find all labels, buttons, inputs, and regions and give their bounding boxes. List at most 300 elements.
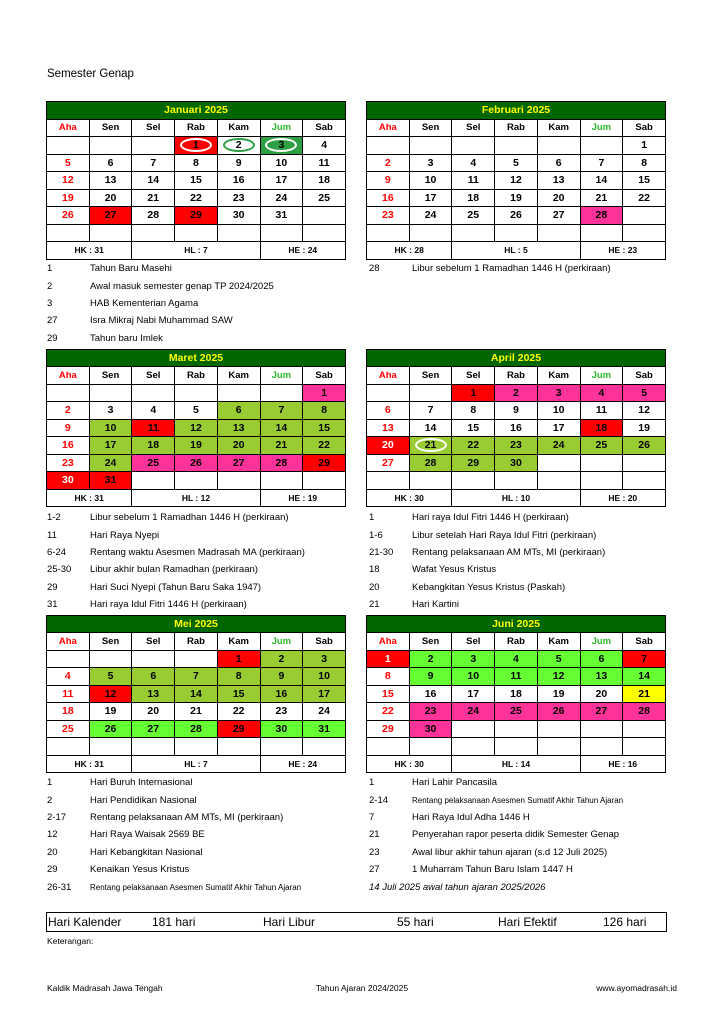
legend-text: HAB Kementerian Agama — [90, 298, 199, 310]
day-name-jum: Jum — [260, 119, 303, 137]
legend-text: Awal libur akhir tahun ajaran (s.d 12 Juli 2025) — [412, 846, 608, 858]
day-name-jum: Jum — [580, 367, 623, 385]
legend-date: 21 — [369, 599, 380, 611]
day-number: 3 — [265, 138, 297, 152]
day-number: 8 — [384, 670, 391, 682]
day-number: 7 — [427, 404, 434, 416]
hari-libur-count: HL : 12 — [132, 489, 260, 507]
day-number: 19 — [104, 705, 117, 717]
day-cell — [367, 154, 410, 172]
day-cell — [175, 154, 218, 172]
legend-date: 27 — [47, 315, 58, 327]
day-cell — [260, 685, 303, 703]
day-cell — [47, 720, 90, 738]
week-row — [367, 454, 666, 472]
day-cell — [495, 172, 538, 190]
day-number: 16 — [232, 174, 245, 186]
day-number: 10 — [552, 404, 565, 416]
day-number: 11 — [147, 421, 159, 434]
empty-cell — [537, 720, 580, 738]
day-cell — [495, 703, 538, 721]
hari-efektif-count: HE : 23 — [580, 242, 665, 260]
day-cell — [580, 668, 623, 686]
day-cell — [623, 189, 666, 207]
day-name-sen: Sen — [89, 119, 132, 137]
legend-item — [47, 295, 347, 312]
week-row — [367, 154, 666, 172]
day-cell — [409, 720, 452, 738]
week-row — [367, 685, 666, 703]
day-name-sab: Sab — [303, 633, 346, 651]
day-number: 2 — [278, 652, 285, 665]
legend-date: 31 — [47, 599, 58, 611]
day-number: 5 — [107, 670, 114, 682]
empty-cell — [452, 137, 495, 155]
day-cell — [217, 207, 260, 225]
day-number: 12 — [552, 670, 565, 682]
day-number: 19 — [190, 439, 202, 451]
empty-cell — [89, 738, 132, 756]
day-cell — [89, 454, 132, 472]
empty-cell — [132, 224, 175, 242]
legend-date: 6-24 — [47, 547, 67, 559]
day-number: 12 — [190, 421, 202, 434]
day-name-row — [367, 633, 666, 651]
hari-libur-count: HL : 7 — [132, 755, 260, 773]
hari-libur-count: HL : 5 — [452, 242, 580, 260]
empty-cell — [495, 738, 538, 756]
day-cell — [89, 402, 132, 420]
empty-cell — [495, 472, 538, 490]
month-title: Januari 2025 — [47, 102, 346, 120]
day-cell — [452, 189, 495, 207]
week-row — [47, 472, 346, 490]
day-number: 3 — [321, 652, 328, 665]
legend-date: 23 — [369, 846, 380, 858]
day-number: 25 — [147, 456, 160, 469]
empty-cell — [47, 650, 90, 668]
legend-date: 7 — [369, 812, 375, 824]
empty-cell — [623, 224, 666, 242]
day-name-sen: Sen — [409, 119, 452, 137]
day-cell — [623, 668, 666, 686]
day-cell — [580, 207, 623, 225]
month-title: Februari 2025 — [367, 102, 666, 120]
day-cell — [303, 668, 346, 686]
hari-kalender-value: 181 hari — [152, 915, 196, 929]
day-number: 29 — [382, 722, 394, 735]
day-number: 5 — [555, 652, 562, 665]
day-number: 29 — [467, 456, 480, 469]
day-name-kam: Kam — [537, 633, 580, 651]
empty-cell — [409, 738, 452, 756]
month-summary-row — [47, 242, 346, 260]
day-number: 29 — [318, 456, 330, 469]
empty-cell — [367, 472, 410, 490]
week-row — [47, 437, 346, 455]
day-cell — [47, 437, 90, 455]
day-cell — [623, 172, 666, 190]
day-number: 16 — [275, 687, 288, 700]
day-cell — [495, 419, 538, 437]
legend-text: Hari Kebangkitan Nasional — [90, 846, 203, 858]
page-title: Semester Genap — [47, 68, 134, 80]
week-row — [47, 224, 346, 242]
day-number: 2 — [384, 156, 391, 169]
day-name-aha: Aha — [367, 119, 410, 137]
day-number: 21 — [415, 438, 447, 452]
month-title-row — [47, 615, 346, 633]
legend-date: 2 — [47, 280, 53, 292]
semester-summary-box — [46, 912, 667, 932]
day-number: 20 — [104, 191, 117, 204]
legend-date: 27 — [369, 864, 380, 876]
month-title: Maret 2025 — [47, 349, 346, 367]
day-cell — [623, 685, 666, 703]
week-row — [47, 703, 346, 721]
day-cell — [409, 703, 452, 721]
legend-text: Rentang waktu Asesmen Madrasah MA (perkiraan) — [90, 547, 305, 559]
day-number: 2 — [223, 138, 255, 152]
legend-item — [369, 260, 669, 277]
day-number: 22 — [190, 191, 202, 204]
legend-item — [369, 879, 669, 896]
day-cell — [495, 207, 538, 225]
day-cell — [537, 402, 580, 420]
day-cell — [495, 384, 538, 402]
day-cell — [495, 402, 538, 420]
hari-efektif-count: HE : 19 — [260, 489, 345, 507]
day-cell — [217, 402, 260, 420]
hari-kalender-count: HK : 30 — [367, 755, 452, 773]
empty-cell — [580, 137, 623, 155]
legend-item — [369, 527, 669, 544]
day-cell — [260, 207, 303, 225]
day-number: 24 — [275, 191, 288, 204]
hari-kalender-count: HK : 28 — [367, 242, 452, 260]
day-cell — [452, 384, 495, 402]
day-number: 18 — [318, 174, 330, 186]
day-number: 19 — [552, 687, 565, 700]
day-cell — [452, 650, 495, 668]
legend-date: 3 — [47, 298, 53, 310]
day-number: 15 — [467, 421, 480, 434]
day-name-aha: Aha — [367, 367, 410, 385]
day-cell — [303, 685, 346, 703]
day-number: 13 — [382, 421, 394, 434]
day-name-kam: Kam — [217, 367, 260, 385]
week-row — [367, 738, 666, 756]
empty-cell — [47, 384, 90, 402]
day-cell — [175, 189, 218, 207]
day-name-kam: Kam — [537, 367, 580, 385]
day-cell — [303, 419, 346, 437]
day-cell — [623, 650, 666, 668]
keterangan-label: Keterangan: — [47, 936, 94, 946]
legend-item — [47, 809, 347, 826]
empty-cell — [367, 137, 410, 155]
hari-efektif-label: Hari Efektif — [498, 915, 557, 929]
day-number: 25 — [62, 722, 74, 735]
day-number: 1 — [180, 138, 212, 152]
week-row — [47, 384, 346, 402]
day-name-sen: Sen — [89, 367, 132, 385]
legend-item — [369, 792, 669, 809]
day-number: 11 — [510, 670, 522, 682]
day-name-jum: Jum — [580, 633, 623, 651]
legend-item — [47, 579, 347, 596]
legend-text: Tahun baru Imlek — [90, 332, 163, 344]
day-cell — [580, 419, 623, 437]
legend-text: Hari Raya Idul Adha 1446 H — [412, 812, 530, 824]
empty-cell — [175, 738, 218, 756]
empty-cell — [580, 720, 623, 738]
day-cell — [89, 472, 132, 490]
day-number: 30 — [510, 456, 522, 469]
week-row — [47, 685, 346, 703]
legend-date: 2-17 — [47, 812, 67, 824]
empty-cell — [623, 207, 666, 225]
day-number: 15 — [382, 687, 394, 700]
empty-cell — [452, 224, 495, 242]
legend-date: 28 — [369, 263, 380, 275]
day-name-sab: Sab — [623, 633, 666, 651]
day-number: 2 — [513, 386, 519, 399]
day-number: 7 — [598, 156, 605, 169]
day-cell — [303, 720, 346, 738]
day-cell — [260, 437, 303, 455]
day-number: 5 — [193, 404, 199, 416]
month-summary-row — [367, 489, 666, 507]
legend-right — [369, 774, 669, 896]
day-number: 27 — [147, 722, 160, 735]
empty-cell — [580, 472, 623, 490]
day-number: 28 — [147, 209, 160, 221]
day-cell — [303, 437, 346, 455]
empty-cell — [452, 720, 495, 738]
day-cell — [537, 668, 580, 686]
day-cell — [175, 685, 218, 703]
legend-text: Rentang pelaksanaan Asesmen Sumatif Akhir Tahun Ajaran — [412, 795, 624, 805]
legend-item — [47, 879, 347, 896]
day-cell — [175, 437, 218, 455]
day-number: 21 — [638, 687, 650, 700]
day-number: 23 — [424, 705, 437, 717]
day-cell — [452, 207, 495, 225]
empty-cell — [47, 224, 90, 242]
day-number: 25 — [510, 705, 522, 717]
day-name-row — [367, 119, 666, 137]
legend-item — [47, 826, 347, 843]
day-cell — [580, 172, 623, 190]
empty-cell — [89, 224, 132, 242]
day-number: 14 — [595, 174, 608, 186]
calendar-body — [367, 349, 666, 507]
day-cell — [537, 154, 580, 172]
day-cell — [623, 437, 666, 455]
day-cell — [175, 419, 218, 437]
day-cell — [89, 703, 132, 721]
empty-cell — [409, 384, 452, 402]
day-number: 1 — [321, 386, 328, 399]
legend-date: 20 — [47, 846, 58, 858]
day-number: 18 — [510, 687, 522, 700]
day-number: 17 — [318, 687, 330, 700]
day-cell — [303, 384, 346, 402]
day-cell — [175, 703, 218, 721]
day-number: 19 — [638, 421, 650, 434]
legend-date: 26-31 — [47, 881, 72, 893]
day-cell — [89, 154, 132, 172]
legend-item — [47, 792, 347, 809]
week-row — [47, 720, 346, 738]
empty-cell — [89, 137, 132, 155]
day-cell — [47, 189, 90, 207]
day-number: 10 — [275, 156, 288, 169]
legend-item — [47, 527, 347, 544]
day-number: 1 — [384, 652, 391, 665]
day-cell — [132, 720, 175, 738]
legend-item — [369, 826, 669, 843]
legend-item — [369, 509, 669, 526]
day-number: 17 — [467, 687, 480, 700]
day-cell — [580, 685, 623, 703]
legend-date: 1 — [47, 777, 53, 789]
empty-cell — [367, 384, 410, 402]
day-name-kam: Kam — [217, 633, 260, 651]
day-cell — [537, 703, 580, 721]
day-number: 14 — [638, 670, 650, 682]
day-number: 3 — [470, 652, 477, 665]
day-cell — [217, 454, 260, 472]
day-cell — [409, 189, 452, 207]
empty-cell — [537, 454, 580, 472]
day-cell — [367, 419, 410, 437]
day-cell — [537, 172, 580, 190]
day-cell — [537, 419, 580, 437]
day-number: 4 — [150, 404, 157, 416]
month-title-row — [47, 102, 346, 120]
day-number: 18 — [147, 439, 160, 451]
day-cell — [260, 172, 303, 190]
day-number: 29 — [232, 722, 245, 735]
day-number: 23 — [232, 191, 245, 204]
day-number: 4 — [598, 386, 605, 399]
hari-libur-value: 55 hari — [397, 915, 434, 929]
legend-item — [47, 544, 347, 561]
legend-date: 1-6 — [369, 529, 383, 541]
day-cell — [452, 703, 495, 721]
day-number: 6 — [598, 652, 605, 665]
day-name-aha: Aha — [47, 119, 90, 137]
legend-date: 18 — [369, 564, 380, 576]
legend-text: Hari Raya Waisak 2569 BE — [90, 829, 205, 841]
day-cell — [409, 402, 452, 420]
day-cell — [89, 207, 132, 225]
day-cell — [47, 402, 90, 420]
legend-date: 2-14 — [369, 794, 389, 806]
day-cell — [303, 703, 346, 721]
day-name-row — [47, 119, 346, 137]
day-number: 29 — [190, 209, 202, 221]
day-number: 21 — [275, 439, 288, 451]
week-row — [367, 419, 666, 437]
day-name-kam: Kam — [217, 119, 260, 137]
day-number: 27 — [595, 705, 608, 717]
day-cell — [89, 437, 132, 455]
day-number: 8 — [641, 156, 648, 169]
day-cell — [260, 137, 303, 155]
day-cell — [217, 419, 260, 437]
empty-cell — [303, 224, 346, 242]
week-row — [367, 207, 666, 225]
day-number: 20 — [552, 191, 565, 204]
day-cell — [175, 454, 218, 472]
day-number: 6 — [107, 156, 114, 169]
month-title: Juni 2025 — [367, 615, 666, 633]
empty-cell — [132, 137, 175, 155]
legend-text: Rentang pelaksanaan AM MTs, MI (perkiraan) — [412, 547, 606, 559]
legend-item — [369, 596, 669, 613]
calendar-juni — [366, 615, 666, 774]
legend-item — [369, 579, 669, 596]
legend-item — [47, 561, 347, 578]
empty-cell — [580, 454, 623, 472]
calendar-body — [367, 615, 666, 773]
day-cell — [580, 402, 623, 420]
day-number: 21 — [190, 705, 202, 717]
day-cell — [537, 650, 580, 668]
month-summary-row — [47, 755, 346, 773]
month-title-row — [367, 349, 666, 367]
day-number: 18 — [62, 705, 74, 717]
day-cell — [303, 402, 346, 420]
day-number: 30 — [424, 722, 437, 735]
day-number: 9 — [513, 404, 519, 416]
day-cell — [132, 402, 175, 420]
week-row — [47, 650, 346, 668]
empty-cell — [537, 738, 580, 756]
day-number: 16 — [510, 421, 522, 434]
empty-cell — [303, 738, 346, 756]
hari-efektif-count: HE : 20 — [580, 489, 665, 507]
day-cell — [132, 703, 175, 721]
legend-left — [47, 774, 347, 896]
calendar-mei — [46, 615, 346, 774]
day-name-rab: Rab — [175, 367, 218, 385]
week-row — [367, 224, 666, 242]
day-number: 3 — [107, 404, 114, 416]
day-cell — [260, 703, 303, 721]
empty-cell — [132, 384, 175, 402]
week-row — [367, 189, 666, 207]
day-number: 9 — [278, 670, 285, 682]
legend-date: 29 — [47, 581, 58, 593]
week-row — [47, 137, 346, 155]
day-name-aha: Aha — [47, 633, 90, 651]
day-cell — [367, 720, 410, 738]
day-cell — [495, 650, 538, 668]
week-row — [367, 384, 666, 402]
week-row — [47, 668, 346, 686]
day-number: 13 — [147, 687, 160, 700]
day-cell — [217, 668, 260, 686]
hari-kalender-label: Hari Kalender — [48, 915, 122, 929]
day-number: 1 — [470, 386, 477, 399]
day-number: 5 — [641, 386, 648, 399]
day-number: 3 — [555, 386, 562, 399]
day-cell — [303, 172, 346, 190]
